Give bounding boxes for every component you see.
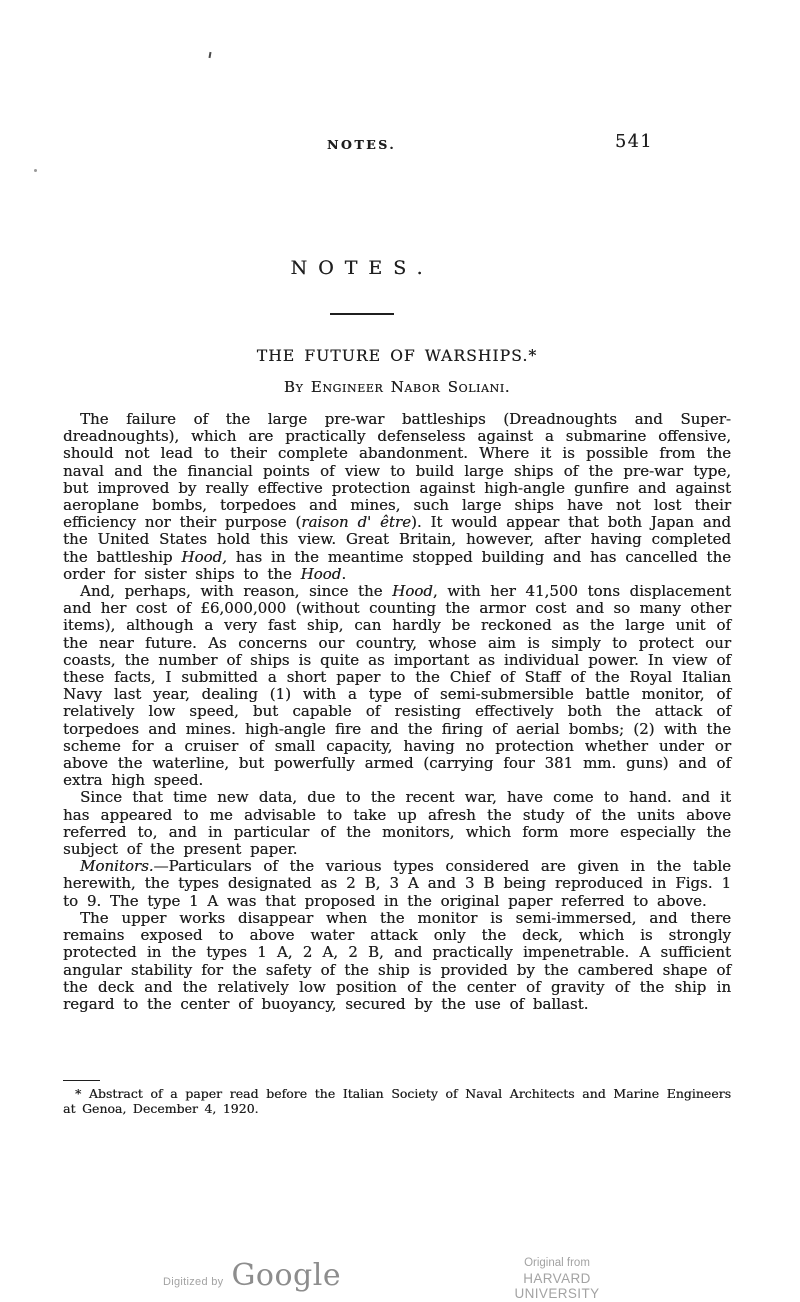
google-logo: Google (231, 1258, 342, 1293)
text-run: Since that time new data, due to the recent war, have come to hand. and it has appeared to me advisable to take up afresh the study of the units above referred to, and in particular of the monitors, which form more especially the subject of the present paper. (63, 788, 731, 859)
text-run: has in the meantime stopped building and has cancelled the order for sister ships to the (63, 547, 731, 583)
institution-label: HARVARD UNIVERSITY (514, 1271, 600, 1301)
paragraph (63, 910, 731, 1013)
article-heading: THE FUTURE OF WARSHIPS.* (256, 347, 538, 365)
text-run: . (341, 564, 347, 583)
text-run: ). It would appear that both Japan and the United States hold this view. Great Britain, however, after having completed the battleship (63, 513, 731, 566)
article-byline: By Engineer Nabor Soliani. (283, 378, 511, 396)
paragraph (63, 411, 731, 583)
italic-text-run: Hood (300, 564, 342, 583)
running-header-title: NOTES. (327, 137, 397, 152)
text-run: The upper works disappear when the monitor is semi-immersed, and there remains exposed to above water attack only the deck, which is strongly protected in the types 1 A, 2 A, 2 B, and practically impenetrable. A sufficient angular stability for the safety of the ship is provided by the cambered shape of the deck and the relatively low position of the center of gravity of the ship in regard to the center of buoyancy, secured by the use of ballast. (63, 908, 731, 1013)
footer-left-group (163, 1258, 341, 1293)
italic-text-run: Monitors. (80, 857, 154, 876)
article-body (63, 411, 731, 1013)
original-from-label: Original from (524, 1257, 590, 1269)
digitized-by-label: Digitized by (163, 1276, 224, 1288)
footnote: * Abstract of a paper read before the Italian Society of Naval Architects and Marine Engineers at Genoa, December 4, 1920. (63, 1086, 731, 1117)
paragraph (63, 789, 731, 858)
scan-artifact-dot (34, 169, 37, 172)
italic-text-run: raison d' être (301, 513, 411, 532)
text-run: The failure of the large pre-war battleships (Dreadnoughts and Super-dreadnoughts), which are practically defenseless against a submarine offensive, should not lead to their complete abandonment. Where it is possible from the naval and the financial points of view to build large ships of the pre-war type, but improved by really effective protection against high-angle gunfire and against aeroplane bombs, torpedoes and mines, such large ships have not lost their efficiency nor their purpose ( (63, 410, 731, 532)
footer-right-group (482, 1257, 632, 1301)
text-run: —Particulars of the various types considered are given in the table herewith, the types designated as 2 B, 3 A and 3 B being reproduced in Figs. 1 to 9. The type 1 A was that proposed in the original paper referred to above. (63, 857, 731, 910)
italic-text-run: Hood (392, 582, 433, 601)
italic-text-run: Hood, (181, 547, 227, 566)
scan-artifact-tick (208, 52, 211, 58)
page-number: 541 (615, 132, 653, 152)
paragraph (63, 858, 731, 910)
paragraph (63, 583, 731, 789)
footnote-rule (63, 1080, 100, 1081)
text-run: And, perhaps, with reason, since the (80, 582, 393, 601)
section-title: NOTES. (290, 257, 434, 279)
title-rule (330, 313, 394, 315)
text-run: , with her 41,500 tons displacement and her cost of £6,000,000 (without counting the armor cost and so many other items), although a very fast ship, can hardly be reckoned as the large unit of the near future. As concerns our country, whose aim is simply to protect our coasts, the number of ships is quite as important as individual power. In view of these facts, I submitted a short paper to the Chief of Staff of the Royal Italian Navy last year, dealing (1) with a type of semi-submersible battle monitor, of relatively low speed, but capable of resisting effectively both the attack of torpedoes and mines. high-angle fire and the firing of aerial bombs; (2) with the scheme for a cruiser of small capacity, having no protection whether under or above the waterline, but powerfully armed (carrying four 381 mm. guns) and of extra high speed. (63, 582, 731, 790)
